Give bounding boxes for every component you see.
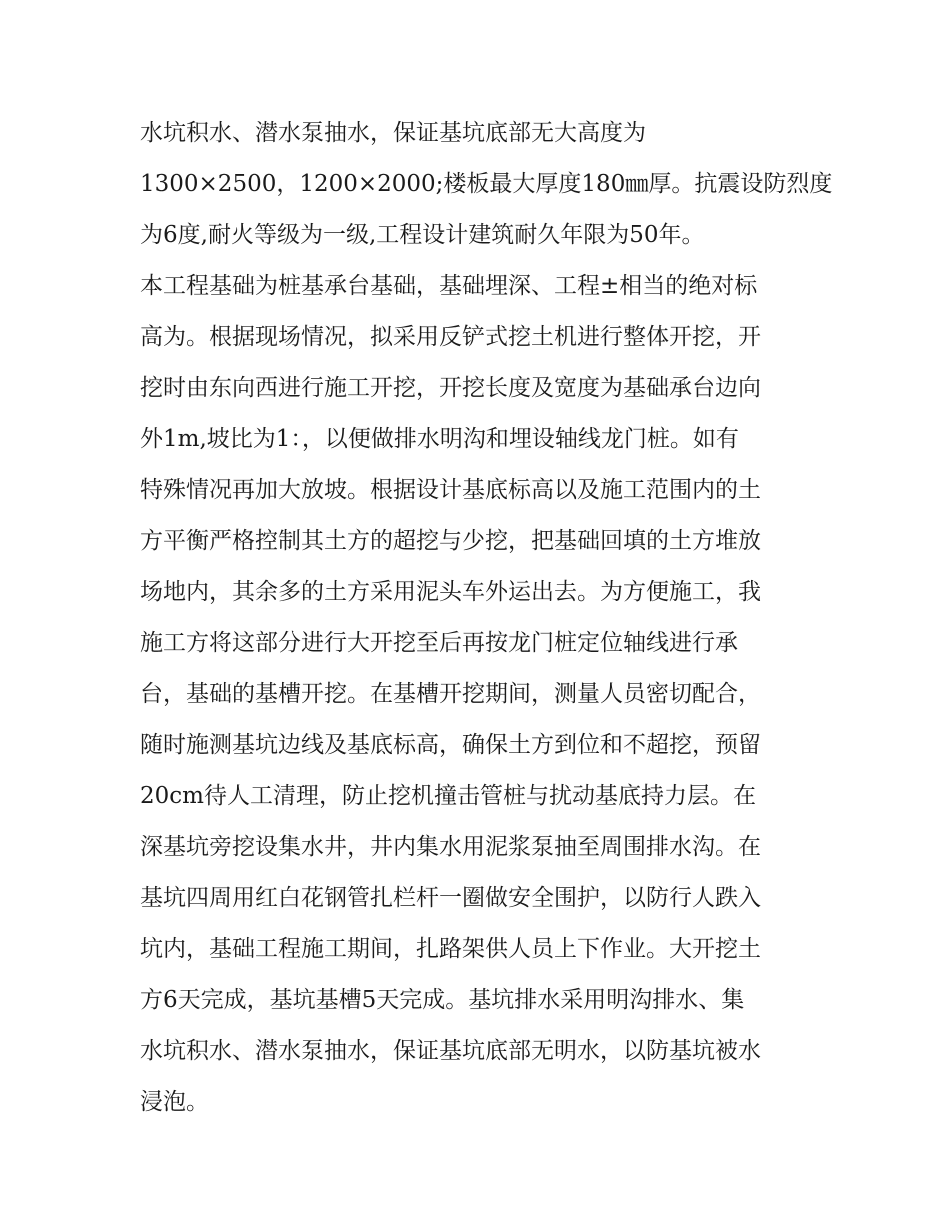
text-line: 方平衡严格控制其土方的超挖与少挖，把基础回填的土方堆放 [140, 528, 761, 554]
text-line: 方6天完成，基坑基槽5天完成。基坑排水采用明沟排水、集 [140, 987, 745, 1013]
body-text [140, 108, 833, 1128]
text-line: 挖时由东向西进行施工开挖，开挖长度及宽度为基础承台边向 [140, 375, 761, 401]
text-line: 深基坑旁挖设集水井，井内集水用泥浆泵抽至周围排水沟。在 [140, 834, 761, 860]
text-line: 坑内，基础工程施工期间，扎路架供人员上下作业。大开挖土 [140, 936, 761, 962]
text-line: 施工方将这部分进行大开挖至后再按龙门桩定位轴线进行承 [140, 630, 738, 656]
text-line: 台，基础的基槽开挖。在基槽开挖期间，测量人员密切配合， [140, 681, 761, 707]
text-line: 随时施测基坑边线及基底标高，确保土方到位和不超挖，预留 [140, 732, 761, 758]
text-line: 水坑积水、潜水泵抽水，保证基坑底部无大高度为 [140, 120, 646, 146]
text-line: 场地内，其余多的土方采用泥头车外运出去。为方便施工，我 [140, 579, 761, 605]
text-line: 外1m,坡比为1：，以便做排水明沟和埋设轴线龙门桩。如有 [140, 426, 739, 452]
text-line: 基坑四周用红白花钢管扎栏杆一圈做安全围护，以防行人跌入 [140, 885, 761, 911]
text-line: 高为。根据现场情况，拟采用反铲式挖土机进行整体开挖，开 [140, 324, 761, 350]
text-line: 1300×2500，1200×2000;楼板最大厚度180㎜厚。抗震设防烈度 [140, 171, 833, 197]
text-line: 特殊情况再加大放坡。根据设计基底标高以及施工范围内的土 [140, 477, 761, 503]
text-line: 为6度,耐火等级为一级,工程设计建筑耐久年限为50年。 [140, 222, 705, 248]
text-line: 20cm待人工清理，防止挖机撞击管桩与扰动基底持力层。在 [140, 783, 756, 809]
text-line: 水坑积水、潜水泵抽水，保证基坑底部无明水，以防基坑被水 [140, 1038, 761, 1064]
text-line: 本工程基础为桩基承台基础，基础埋深、工程±相当的绝对标 [140, 273, 758, 299]
text-line: 浸泡。 [140, 1089, 209, 1115]
